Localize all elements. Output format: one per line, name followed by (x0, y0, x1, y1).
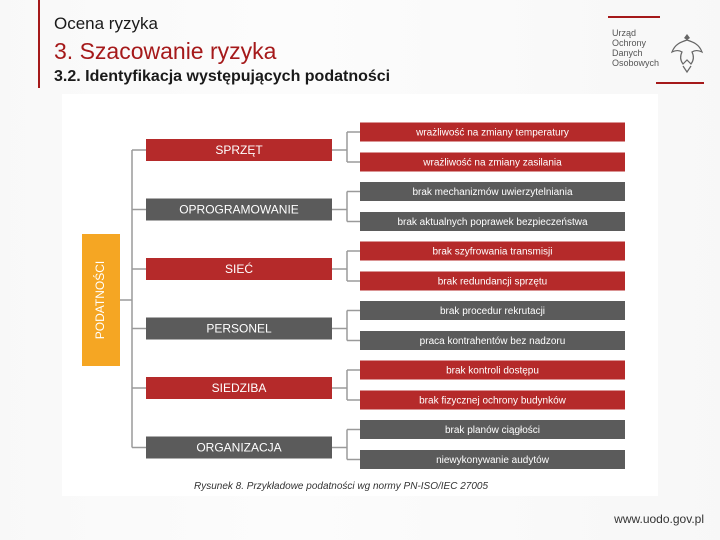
vulnerability-label: wrażliwość na zmiany temperatury (416, 127, 569, 139)
category-label: SIEĆ (224, 262, 254, 277)
category-label: SIEDZIBA (211, 381, 267, 396)
diagram-panel (62, 94, 658, 496)
section-kicker: Ocena ryzyka (54, 14, 158, 33)
logo-top-rule (608, 16, 660, 18)
category-label: OPROGRAMOWANIE (179, 202, 299, 217)
vulnerability-label: brak szyfrowania transmisji (432, 246, 553, 258)
category-label: ORGANIZACJA (196, 440, 282, 455)
vulnerability-label: wrażliwość na zmiany zasilania (423, 157, 562, 169)
vulnerability-label: niewykonywanie audytów (436, 455, 549, 467)
vulnerability-label: brak redundancji sprzętu (437, 276, 548, 288)
logo-line: Ochrony (612, 38, 647, 48)
vulnerability-label: brak planów ciągłości (444, 425, 541, 437)
figure-caption: Rysunek 8. Przykładowe podatności wg normy PN-ISO/IEC 27005 (194, 481, 489, 492)
vulnerability-label: brak mechanizmów uwierzytelniania (412, 187, 573, 199)
vulnerability-label: brak kontroli dostępu (446, 365, 539, 377)
eagle-emblem-icon (670, 30, 704, 76)
logo-line: Danych (612, 48, 643, 58)
footer-url: www.uodo.gov.pl (614, 512, 704, 526)
logo-bottom-rule (656, 82, 704, 84)
logo-wordmark (612, 28, 659, 68)
category-label: SPRZĘT (215, 143, 263, 158)
page-title: 3. Szacowanie ryzyka (54, 38, 277, 64)
vulnerability-label: brak procedur rekrutacji (439, 306, 546, 318)
logo-line: Osobowych (612, 58, 660, 68)
vulnerability-label: praca kontrahentów bez nadzoru (419, 336, 566, 348)
vulnerability-label: brak aktualnych poprawek bezpieczeństwa (397, 217, 588, 229)
vulnerability-label: brak fizycznej ochrony budynków (419, 395, 566, 407)
logo-line: Urząd (612, 28, 637, 38)
title-accent-line (38, 0, 40, 88)
category-label: PERSONEL (206, 321, 272, 336)
uodo-logo (608, 16, 704, 82)
page-subtitle: 3.2. Identyfikacja występujących podatności (54, 68, 391, 85)
vulnerabilities-diagram (62, 94, 658, 496)
root-label: PODATNOŚCI (93, 260, 108, 340)
